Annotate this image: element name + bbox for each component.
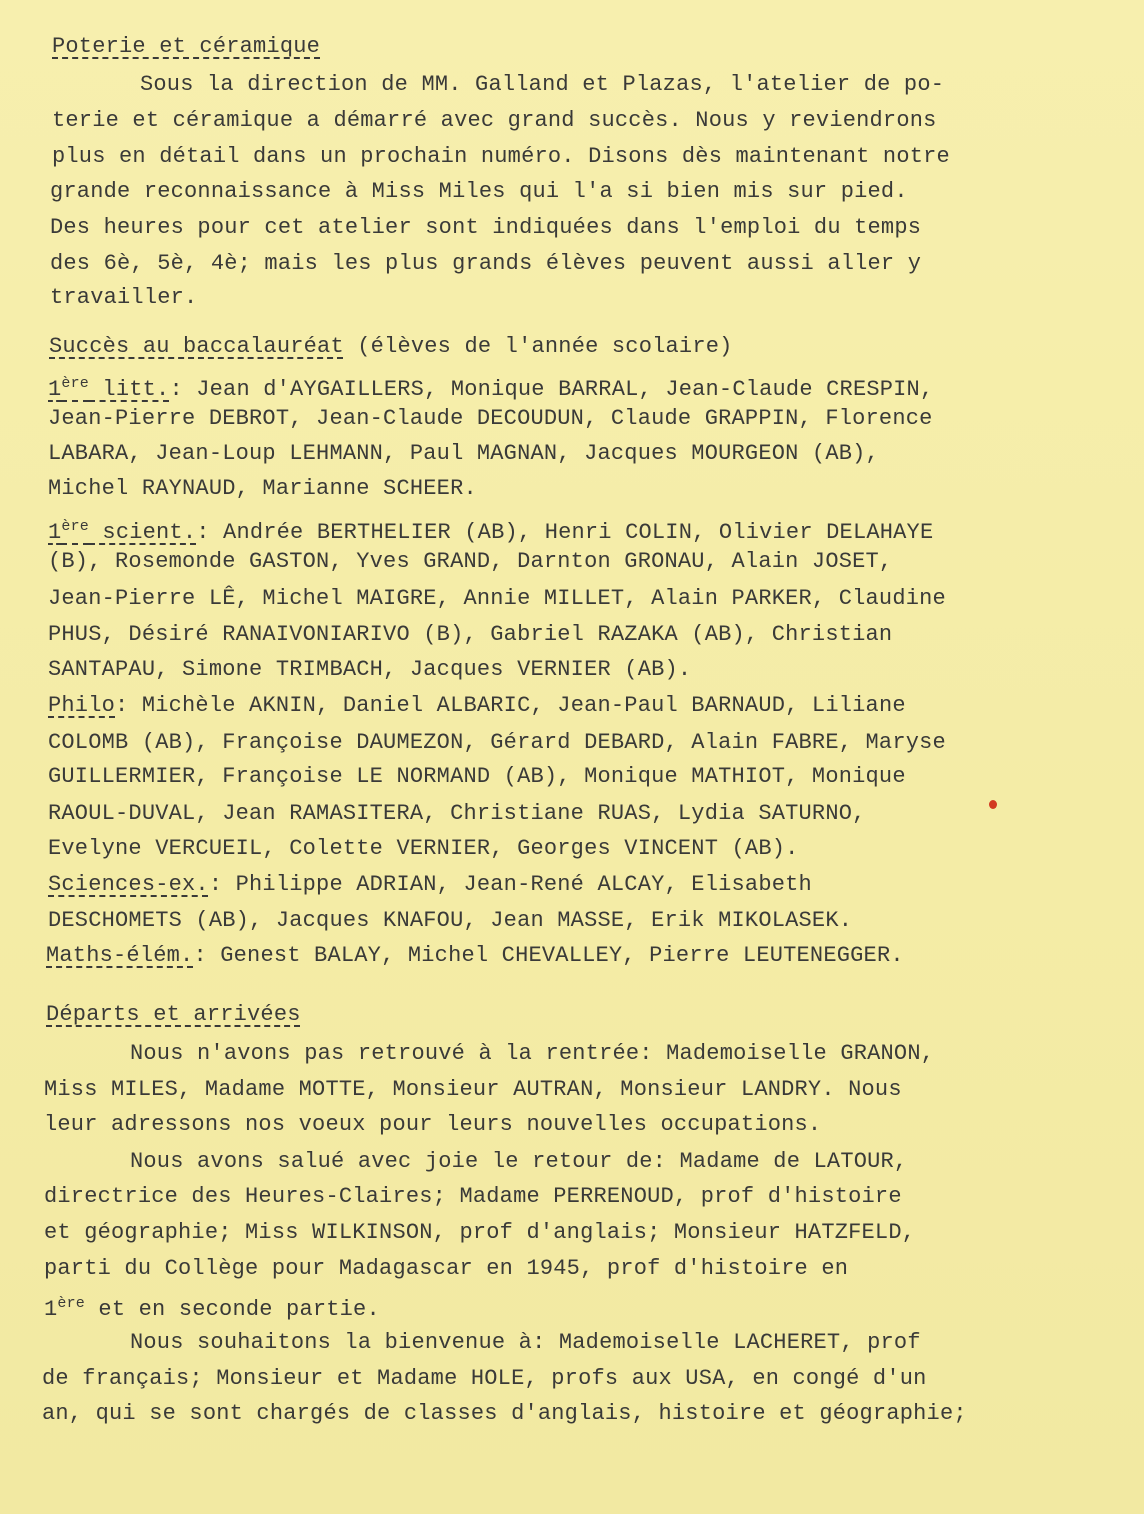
philo-line: Evelyne VERCUEIL, Colette VERNIER, Georges VINCENT (AB).: [48, 836, 799, 861]
bac-heading: Succès au baccalauréat: [49, 334, 344, 359]
poterie-line: des 6è, 5è, 4è; mais les plus grands élèves peuvent aussi aller y: [50, 251, 922, 276]
philo-line: GUILLERMIER, Françoise LE NORMAND (AB), Monique MATHIOT, Monique: [48, 764, 906, 789]
bac-heading-note: (élèves de l'année scolaire): [343, 334, 733, 359]
departs-line: Nous n'avons pas retrouvé à la rentrée: Mademoiselle GRANON,: [130, 1041, 935, 1066]
philo-names: : Michèle AKNIN, Daniel ALBARIC, Jean-Paul BARNAUD, Liliane: [115, 693, 906, 718]
maths-line: [46, 943, 904, 969]
sciex-line: [48, 872, 812, 898]
sciex-names: : Philippe ADRIAN, Jean-René ALCAY, Elisabeth: [208, 872, 812, 897]
litt-names: : Jean d'AYGAILLERS, Monique BARRAL, Jean-Claude CRESPIN,: [169, 377, 934, 402]
poterie-line: grande reconnaissance à Miss Miles qui l'a si bien mis sur pied.: [50, 179, 908, 204]
philo-label: Philo: [48, 693, 116, 718]
philo-line: [48, 693, 906, 719]
departs-line: Miss MILES, Madame MOTTE, Monsieur AUTRAN, Monsieur LANDRY. Nous: [44, 1077, 902, 1102]
sciex-label: Sciences-ex.: [48, 872, 209, 897]
scient-line: Jean-Pierre LÊ, Michel MAIGRE, Annie MILLET, Alain PARKER, Claudine: [48, 586, 946, 611]
poterie-line: Des heures pour cet atelier sont indiquées dans l'emploi du temps: [50, 215, 922, 240]
scient-line: (B), Rosemonde GASTON, Yves GRAND, Darnton GRONAU, Alain JOSET,: [48, 549, 893, 574]
retour-line: et géographie; Miss WILKINSON, prof d'anglais; Monsieur HATZFELD,: [44, 1220, 916, 1245]
bienvenue-line: an, qui se sont chargés de classes d'anglais, histoire et géographie;: [42, 1401, 967, 1426]
bienvenue-line: de français; Monsieur et Madame HOLE, profs aux USA, en congé d'un: [42, 1366, 927, 1391]
ink-stain: [989, 800, 997, 809]
scient-label: 1ère scient.: [48, 518, 197, 545]
poterie-line: travailler.: [50, 285, 198, 310]
departs-heading: Départs et arrivées: [46, 1002, 301, 1027]
retour-line: Nous avons salué avec joie le retour de: Madame de LATOUR,: [130, 1149, 908, 1174]
poterie-line: terie et céramique a démarré avec grand succès. Nous y reviendrons: [52, 108, 937, 133]
litt-line: LABARA, Jean-Loup LEHMANN, Paul MAGNAN, Jacques MOURGEON (AB),: [48, 441, 879, 466]
scient-line: PHUS, Désiré RANAIVONIARIVO (B), Gabriel RAZAKA (AB), Christian: [48, 622, 893, 647]
philo-line: RAOUL-DUVAL, Jean RAMASITERA, Christiane RUAS, Lydia SATURNO,: [48, 801, 866, 826]
scient-line: SANTAPAU, Simone TRIMBACH, Jacques VERNIER (AB).: [48, 657, 692, 682]
scient-line: [48, 514, 933, 546]
litt-line: [48, 371, 933, 403]
departs-line: leur adressons nos voeux pour leurs nouvelles occupations.: [44, 1112, 822, 1137]
maths-names: : Genest BALAY, Michel CHEVALLEY, Pierre LEUTENEGGER.: [193, 943, 904, 968]
litt-line: Jean-Pierre DEBROT, Jean-Claude DECOUDUN, Claude GRAPPIN, Florence: [48, 406, 933, 431]
bac-heading-line: [49, 334, 733, 360]
bienvenue-line: Nous souhaitons la bienvenue à: Mademoiselle LACHERET, prof: [130, 1330, 921, 1355]
litt-label: 1ère litt.: [48, 375, 170, 402]
retour-line: 1ère et en seconde partie.: [44, 1295, 380, 1322]
poterie-heading: Poterie et céramique: [52, 34, 321, 59]
litt-line: Michel RAYNAUD, Marianne SCHEER.: [48, 476, 477, 501]
poterie-line: plus en détail dans un prochain numéro. Disons dès maintenant notre: [52, 144, 950, 169]
retour-line: directrice des Heures-Claires; Madame PERRENOUD, prof d'histoire: [44, 1184, 902, 1209]
philo-line: COLOMB (AB), Françoise DAUMEZON, Gérard DEBARD, Alain FABRE, Maryse: [48, 730, 946, 755]
maths-label: Maths-élém.: [46, 943, 194, 968]
retour-line: parti du Collège pour Madagascar en 1945, prof d'histoire en: [44, 1256, 849, 1281]
scient-names: : Andrée BERTHELIER (AB), Henri COLIN, Olivier DELAHAYE: [196, 520, 934, 545]
sciex-line: DESCHOMETS (AB), Jacques KNAFOU, Jean MASSE, Erik MIKOLASEK.: [48, 908, 853, 933]
poterie-line: Sous la direction de MM. Galland et Plazas, l'atelier de po-: [140, 72, 945, 97]
